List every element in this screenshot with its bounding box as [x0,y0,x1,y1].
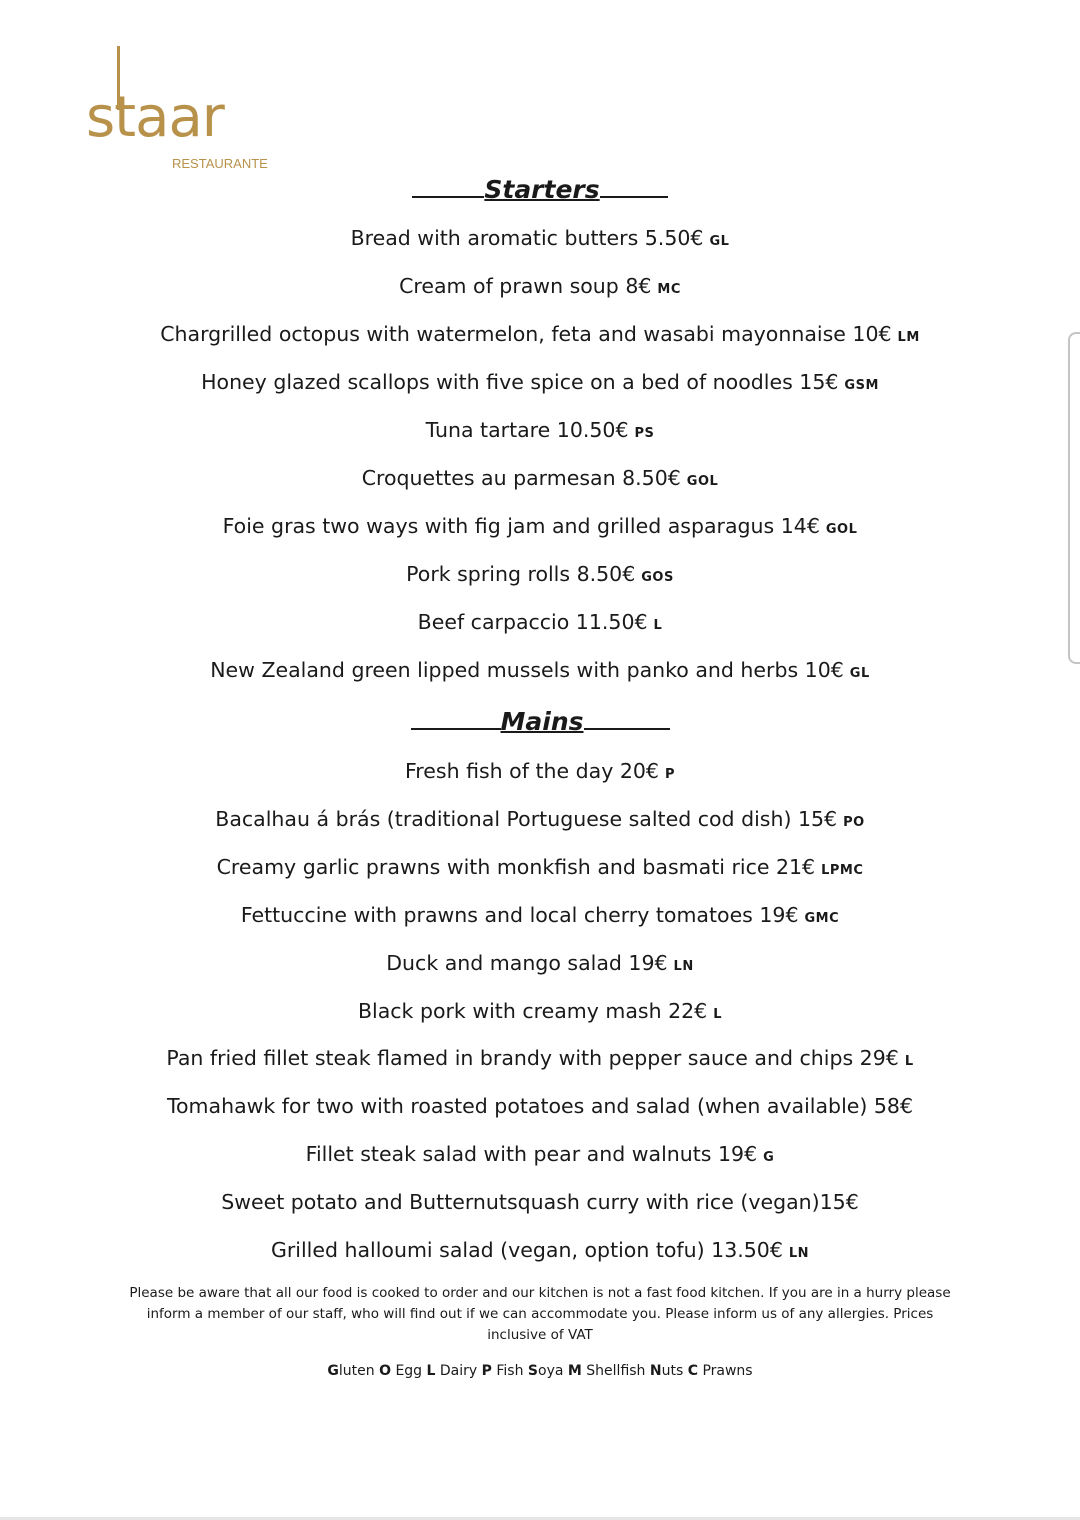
starter-item-text: Chargrilled octopus with watermelon, feta and wasabi mayonnaise 10€ [160,322,892,346]
allergen-code: L [713,1006,723,1022]
main-item [0,1140,1080,1172]
starter-item [0,224,1080,256]
main-item-text: Fresh fish of the day 20€ [405,759,659,783]
legend-entry [568,1363,646,1379]
logo-subtitle: RESTAURANTE [172,156,268,171]
main-item [0,853,1080,885]
legend-key: L [426,1363,436,1379]
legend-entry [327,1363,374,1379]
allergen-code: G [763,1150,775,1166]
main-item-text: Bacalhau á brás (traditional Portuguese salted cod dish) 15€ [215,806,838,831]
main-item-text: Fettuccine with prawns and local cherry tomatoes 19€ [240,902,799,927]
starter-item-text: New Zealand green lipped mussels with panko and herbs 10€ [210,658,844,682]
starter-item [0,512,1080,544]
heading-rule [584,706,670,730]
allergen-code: GMC [804,910,840,926]
main-item-text: Sweet potato and Butternutsquash curry with rice (vegan)15€ [221,1190,859,1215]
legend-label: Dairy [435,1363,478,1379]
allergen-code: GL [709,234,730,249]
main-item-text: Duck and mango salad 19€ [386,950,668,975]
legend-key: N [649,1363,662,1379]
main-item-text: Black pork with creamy mash 22€ [357,998,708,1023]
main-item [0,1092,1080,1120]
starter-item-text: Pork spring rolls 8.50€ [406,562,636,586]
allergen-code: GOL [686,474,719,489]
legend-entry [688,1363,753,1379]
legend-key: P [481,1363,492,1379]
allergen-code: GL [849,666,870,681]
starter-item-text: Cream of prawn soup 8€ [399,274,652,298]
legend-key: M [567,1363,582,1379]
starters-heading [0,174,1080,205]
starter-item-text: Croquettes au parmesan 8.50€ [361,466,681,490]
allergen-code: MC [657,282,681,297]
legend-label: Egg [391,1363,423,1379]
legend-key: S [527,1363,539,1379]
main-item [0,1188,1080,1216]
starter-item-text: Beef carpaccio 11.50€ [417,610,648,634]
legend-label: oya [538,1363,564,1379]
legend-key: C [687,1363,698,1379]
allergen-code: LM [897,330,920,345]
starter-item-text: Foie gras two ways with fig jam and grilled asparagus 14€ [222,514,820,538]
logo-word: staar [86,85,224,150]
legend-label: luten [338,1363,375,1379]
allergen-code: GOS [641,570,674,585]
allergen-code: GOL [825,522,858,537]
starter-item-text: Bread with aromatic butters 5.50€ [350,226,704,250]
allergen-code: LN [673,958,694,974]
starter-item [0,416,1080,448]
main-item [0,997,1080,1029]
starters-title: Starters [484,175,600,204]
main-item-text: Creamy garlic prawns with monkfish and basmati rice 21€ [216,854,816,879]
main-item-text: Grilled halloumi salad (vegan, option tofu) 13.50€ [270,1238,783,1262]
legend-entry [528,1363,564,1379]
main-item [0,949,1080,981]
starter-item-text: Tuna tartare 10.50€ [425,418,629,442]
allergen-code: L [904,1054,914,1070]
legend-key: G [327,1363,339,1379]
legend-entry [482,1363,524,1379]
main-item [0,805,1080,837]
legend-entry [650,1363,683,1379]
allergen-code: GSM [844,378,879,393]
main-item-text: Pan fried fillet steak flamed in brandy with pepper sauce and chips 29€ [166,1046,899,1071]
restaurant-logo [86,44,276,174]
starter-item [0,560,1080,592]
legend-label: uts [661,1363,684,1379]
starter-item [0,320,1080,352]
starter-item [0,368,1080,400]
page-edge-bracket [1068,332,1080,664]
kitchen-notice: Please be aware that all our food is cooked to order and our kitchen is not a fast food kitchen. If you are in a hurry please inform a member of our staff, who will find out if we can accommodate you. Please inform us of any allergies. Prices inclusive of VAT [129,1285,951,1343]
legend-label: Shellfish [581,1363,646,1379]
legend-entry [379,1363,422,1379]
allergen-code: PO [843,814,865,830]
main-item [0,1236,1080,1268]
starter-item [0,608,1080,640]
heading-rule [600,174,668,198]
starter-item [0,656,1080,688]
allergen-code: PS [634,426,655,441]
main-item [0,1044,1080,1076]
main-item [0,901,1080,933]
allergen-code: P [664,767,675,782]
main-item-text: Tomahawk for two with roasted potatoes and salad (when available) 58€ [166,1094,914,1119]
mains-title: Mains [500,707,584,736]
legend-key: O [379,1363,391,1379]
legend-label: Prawns [698,1363,753,1379]
allergen-code: L [653,618,663,633]
heading-rule [412,174,484,198]
legend-label: Fish [491,1363,524,1379]
allergen-code: LPMC [821,862,864,878]
starter-item [0,464,1080,496]
starter-item-text: Honey glazed scallops with five spice on a bed of noodles 15€ [201,370,839,394]
legend-entry [427,1363,478,1379]
heading-rule [411,706,501,730]
starter-item [0,272,1080,304]
allergen-legend [0,1361,1080,1381]
allergen-code: LN [788,1246,810,1261]
mains-heading [0,706,1080,737]
main-item-text: Fillet steak salad with pear and walnuts 19€ [305,1142,758,1167]
main-item [0,757,1080,789]
